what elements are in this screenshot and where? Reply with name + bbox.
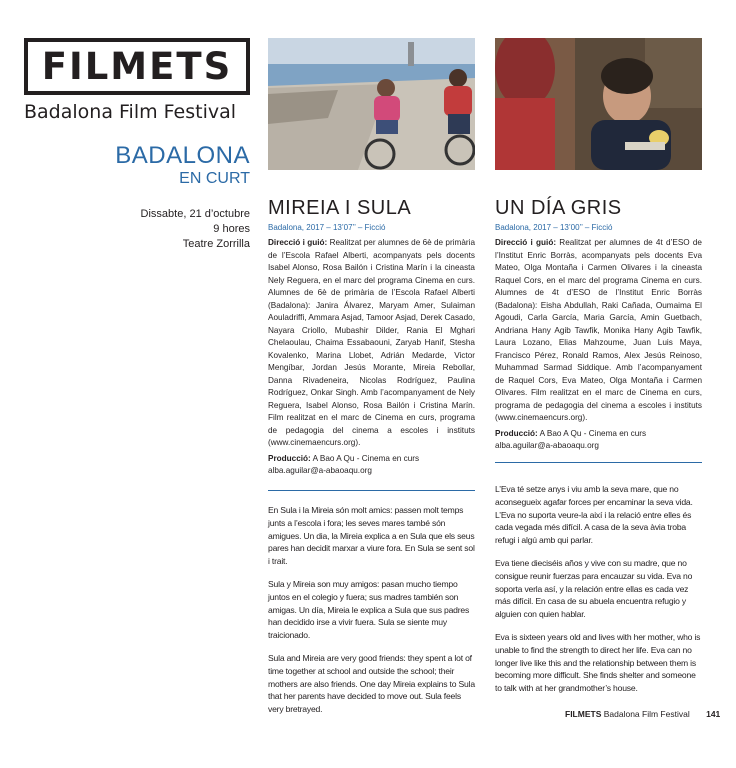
synopsis-english: Sula and Mireia are very good friends: they spent a lot of time together at school and outside the school; their mothers are also friends. One day Mireia explains to Sula that her parents have decided to move out. Sula feels very bretrayed. bbox=[268, 652, 475, 715]
section-divider bbox=[268, 490, 475, 491]
logo-text: FILMETS bbox=[41, 45, 233, 88]
film-synopsis bbox=[495, 483, 702, 705]
footer-brand: FILMETS bbox=[565, 709, 602, 719]
production-line bbox=[495, 428, 702, 441]
film-title: UN DÍA GRIS bbox=[495, 197, 622, 219]
production-line bbox=[268, 453, 475, 466]
screening-time: 9 hores bbox=[213, 223, 250, 235]
footer-festival: Badalona Film Festival bbox=[603, 709, 690, 719]
direction-label: Direcció i guió: bbox=[268, 238, 328, 247]
synopsis-catalan: En Sula i la Mireia són molt amics: passen molt temps junts a l’escola i fora; les seves mares també són amigues. Un dia, la Mireia explica a en Sula que els seus pares han decidit marxar a viure fora. En Sula se sent sol i trait. bbox=[268, 505, 475, 567]
screening-venue: Teatre Zorrilla bbox=[182, 238, 250, 250]
film-credits bbox=[268, 237, 475, 478]
direction-text: Realitzat per alumnes de 4t d’ESO de l’Institut Enric Borràs, acompanyats pels docents Eva Mateo, Olga Montaña i Carmen Olivares i la cineasta Raquel Cors, en el marc del programa Cinema en curs. Alumnes de 4t d’ESO de l’Institut Enric Borràs (Badalona): Eisha Abdullah, Raki Cañada, Oumaima El Agoudi, Carla García, Maria García, Amin Guetbach, Andriana Hany Agib Tawfik, Monika Hany Agib Tawfik, Laura Lozano, Elias Mahzoume, Juan Luis Maya, Francisco Pérez, Ronald Ramos, Alex Jesús Reinoso, Muhammad Sarmad Siddique. Amb l’acompanyament de Raquel Cors, Eva Mateo, Olga Montaña i Carmen Olivares. Film realitzat en el marc de Cinema en curs, programa de pedagogia del cinema a escoles i instituts (www.cinemaencurs.org). bbox=[495, 238, 702, 422]
film-still-un-dia-gris bbox=[495, 38, 702, 170]
section-title-line2: EN CURT bbox=[179, 170, 250, 187]
film-meta: Badalona, 2017 – 13’00’’ – Ficció bbox=[495, 223, 613, 232]
production-text: A Bao A Qu - Cinema en curs bbox=[312, 453, 420, 463]
contact-email: alba.aguilar@a-abaoaqu.org bbox=[495, 441, 599, 450]
production-label: Producció: bbox=[495, 428, 538, 438]
film-title: MIREIA I SULA bbox=[268, 197, 412, 219]
screening-date: Dissabte, 21 d’octubre bbox=[140, 208, 250, 220]
screening-schedule bbox=[141, 207, 250, 252]
page-footer bbox=[565, 709, 720, 719]
direction-text: Realitzat per alumnes de 6è de primària de l’Escola Rafael Alberti, acompanyats pels docents Isabel Alonso, Rosa Bailón i Cristina Marín i la cineasta Nely Reguera, en el marc del programa Cinema en curs. Alumnes de 6è de primària de l’Escola Rafael Alberti (Badalona): Janira Álvarez, Maryam Amer, Sulaiman Aouladriffi, Ammara Asjad, Tamoor Asjad, Derek Casado, Nayara Criollo, Mubashir Dilder, Rania El Mghari Chelaoulau, Chaima Essabaouni, Zaryab Hanif, Stesha Kovalenko, Marina Llobet, Adrián Medarde, Victor Mengíbar, Jordan Jesús Morante, Mireia Rebollar, Danna Rivadeneira, Nicolas Rodríguez, Paulina Rodríguez, Onkar Singh. Amb l’acompanyament de Nely Reguera, Isabel Alonso, Rosa Bailón i Cristina Marín. Film realitzat en el marc de Cinema en curs, programa de pedagogia del cinema a escoles i instituts (www.cinemaencurs.org). bbox=[268, 238, 475, 447]
synopsis-spanish: Sula y Mireia son muy amigos: pasan mucho tiempo juntos en el colegio y fuera; sus madres también son amigas. Un día, Mireia le explica a Sula que sus padres han decidido irse a vivir fuera. Sula se siente muy traicionado. bbox=[268, 578, 470, 641]
section-divider bbox=[495, 462, 702, 463]
section-title bbox=[115, 143, 250, 189]
film-meta: Badalona, 2017 – 13’07’’ – Ficció bbox=[268, 223, 386, 232]
production-label: Producció: bbox=[268, 453, 311, 463]
festival-logo bbox=[24, 38, 250, 95]
film-credits bbox=[495, 237, 702, 453]
synopsis-english: Eva is sixteen years old and lives with her mother, who is unable to find the strength to direct her life. Eva can no longer live like this and the relationship between them is becoming more difficult. She finds shelter and someone to talk with at her grandmother’s house. bbox=[495, 631, 701, 694]
film-still-mireia-i-sula bbox=[268, 38, 475, 170]
contact-email: alba.aguilar@a-abaoaqu.org bbox=[268, 466, 372, 475]
synopsis-spanish: Eva tiene dieciséis años y vive con su madre, que no consigue reunir fuerzas para encauzar su vida. Eva no soporta verla así, y la relación entre ellas es cada vez más difícil. En casa de su abuela encuentra refugio y alguien con quien hablar. bbox=[495, 557, 693, 620]
page-number: 141 bbox=[706, 709, 721, 719]
festival-name: Badalona Film Festival bbox=[24, 101, 237, 123]
film-synopsis bbox=[268, 504, 475, 726]
direction-label: Direcció i guió: bbox=[495, 238, 557, 247]
production-text: A Bao A Qu - Cinema en curs bbox=[539, 428, 647, 438]
section-title-line1: BADALONA bbox=[115, 142, 250, 169]
synopsis-catalan: L’Eva té setze anys i viu amb la seva mare, que no aconsegueix agafar forces per encaminar la seva vida. L’Eva no suporta veure-la així i la relació entre elles és cada vegada més difícil. A casa de la seva àvia troba refugi i algú amb qui parlar. bbox=[495, 484, 693, 546]
